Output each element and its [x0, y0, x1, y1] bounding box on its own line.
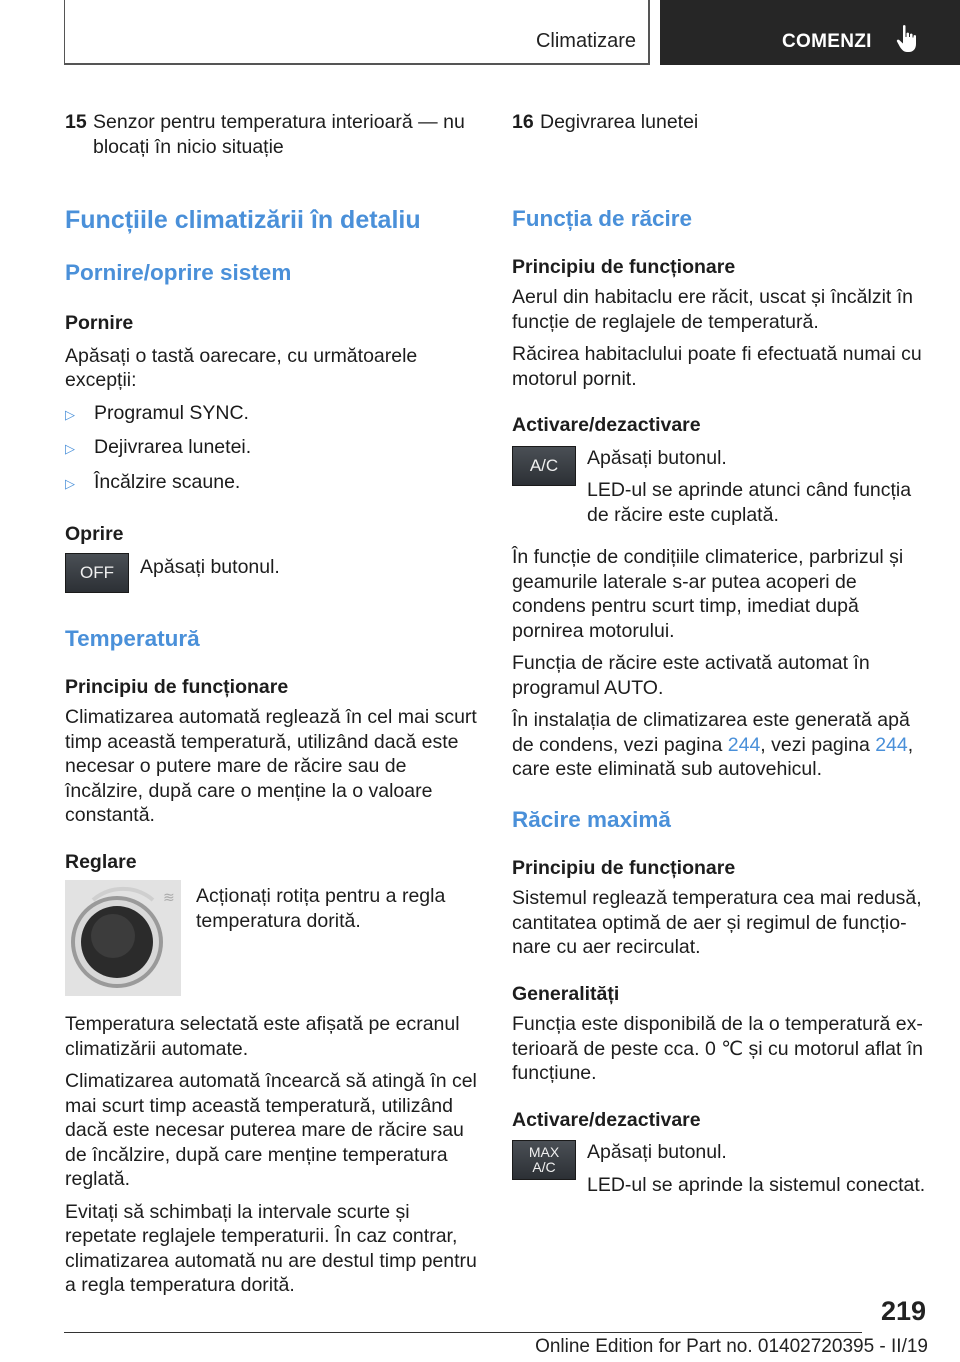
label-principiu: Principiu de funcționare: [65, 675, 289, 698]
activare-max-row: [512, 1140, 927, 1197]
label-activare: Activare/dezactivare: [512, 1108, 701, 1131]
list-item: ▷ Programul SYNC.: [65, 401, 480, 428]
principiu-text: Climatizarea automată reglează în cel mai scurt timp această temperatură, utilizând dacă este necesar o putere mare de răcire sau de încălzire, după care o menține la o valoare constantă.: [65, 706, 477, 826]
paragraph: În instalația de climatizarea este generată apă de condens, vezi pagina 244, vezi pagina 244, care este eliminată sub autovehicul.: [512, 709, 914, 780]
label-principiu: Principiu de funcționare: [512, 255, 736, 278]
paragraph: Funcția este disponibilă de la o temperatură exterioară de peste cca. 0 ℃ și cu motorul aflat în funcțiune.: [512, 1013, 924, 1084]
left-column: [65, 110, 480, 1298]
label-pornire: Pornire: [65, 312, 134, 334]
paragraph: În funcție de condițiile climaterice, parbrizul și geamurile laterale s-ar putea acoperi de condens pentru scurt timp, imediat după pornirea motorului.: [512, 546, 904, 642]
oprire-text: Apăsați butonul.: [140, 555, 280, 578]
legend-text: Senzor pentru temperatura interioară — nu blocați în nicio situație: [93, 111, 465, 158]
reglare-row: [65, 880, 480, 998]
paragraph: Aerul din habitaclu ere răcit, uscat și încălzit în funcție de reglajele de temperatură.: [512, 286, 914, 333]
reglare-text: Acționați rotița pentru a regla temperatura dorită.: [196, 885, 446, 932]
legend-number: 15: [65, 111, 87, 133]
heading-functia-racire: Funcția de răcire: [512, 205, 693, 231]
chapter-tab-label: COMENZI: [782, 31, 872, 52]
right-column: [512, 110, 927, 1197]
paragraph: Evitați să schimbați la intervale scurte și repetate reglajele temperaturii. În caz contrar, climatizarea automată nu are destul timp pentru a regla temperatura dorită.: [65, 1200, 477, 1296]
label-principiu: Principiu de funcționare: [512, 856, 736, 879]
activare-row: [512, 446, 927, 528]
header-left-rule: [64, 0, 65, 64]
paragraph: Sistemul reglează temperatura cea mai redusă, cantitatea optimă de aer și regimul de funcționare cu aer recirculat.: [512, 887, 922, 958]
triangle-bullet-icon: ▷: [65, 441, 75, 456]
triangle-bullet-icon: ▷: [65, 406, 75, 422]
ac-button-image: A/C: [512, 446, 576, 486]
heading-racire-maxima: Răcire maximă: [512, 806, 671, 832]
footer-rule: [64, 1332, 862, 1333]
header-right-rule: [648, 0, 650, 64]
temperature-knob-image: [65, 880, 181, 996]
label-generalitati: Generalități: [512, 982, 620, 1005]
label-activare: Activare/dezactivare: [512, 414, 701, 436]
page-link-244[interactable]: 244: [727, 733, 761, 756]
activare-text: Apăsați butonul.: [587, 446, 727, 469]
legend-number: 16: [512, 111, 534, 133]
list-item: ▷ Încălzire scaune.: [65, 470, 480, 497]
header-bottom-rule: [64, 63, 650, 65]
paragraph: Funcția de răcire este activată automat în programul AUTO.: [512, 652, 870, 699]
pornire-text: Apăsați o tastă oarecare, cu următoarele excepții:: [65, 344, 418, 391]
chapter-tab[interactable]: [660, 0, 960, 65]
main-heading: Funcțiile climatizării în detaliu: [65, 206, 421, 234]
activare-led-text: LED-ul se aprinde la sistemul conectat.: [587, 1173, 926, 1196]
section-title: Climatizare: [535, 30, 636, 52]
legend-item-16: [512, 110, 927, 135]
hand-pointer-icon: [896, 24, 920, 54]
off-button-image: OFF: [65, 553, 129, 593]
label-reglare: Reglare: [65, 850, 137, 873]
heading-pornire-oprire: Pornire/oprire sistem: [65, 260, 292, 285]
legend-text: Degivrarea lunetei: [540, 111, 699, 133]
list-item: ▷ Dejivrarea lunetei.: [65, 435, 480, 462]
heading-temperatura: Temperatură: [65, 625, 200, 651]
activare-led-line: LED-ul se aprinde atunci când funcția de răcire este cuplată.: [587, 479, 912, 526]
max-ac-button-image: MAX A/C: [512, 1140, 576, 1180]
legend-item-15: [65, 110, 480, 159]
triangle-bullet-icon: ▷: [65, 475, 75, 491]
oprire-row: [65, 553, 480, 601]
paragraph: Temperatura selectată este afișată pe ecranul climatizării automate.: [65, 1013, 460, 1060]
edition-text: Online Edition for Part no. 01402720395 - II/19: [535, 1336, 928, 1357]
activare-text: Apăsați butonul.: [587, 1141, 727, 1163]
svg-text:≋: ≋: [163, 890, 175, 906]
page-number: 219: [880, 1296, 926, 1326]
page-link-244[interactable]: 244: [875, 733, 908, 756]
label-oprire: Oprire: [65, 523, 124, 545]
paragraph: Climatizarea automată încearcă să atingă în cel mai scurt timp această temperatură, utilizând dacă este necesar puterea mare de răcire sau de încălzire, după care menține temperatura reglată.: [65, 1070, 477, 1190]
paragraph: Răcirea habitaclului poate fi efectuată numai cu motorul pornit.: [512, 343, 922, 390]
